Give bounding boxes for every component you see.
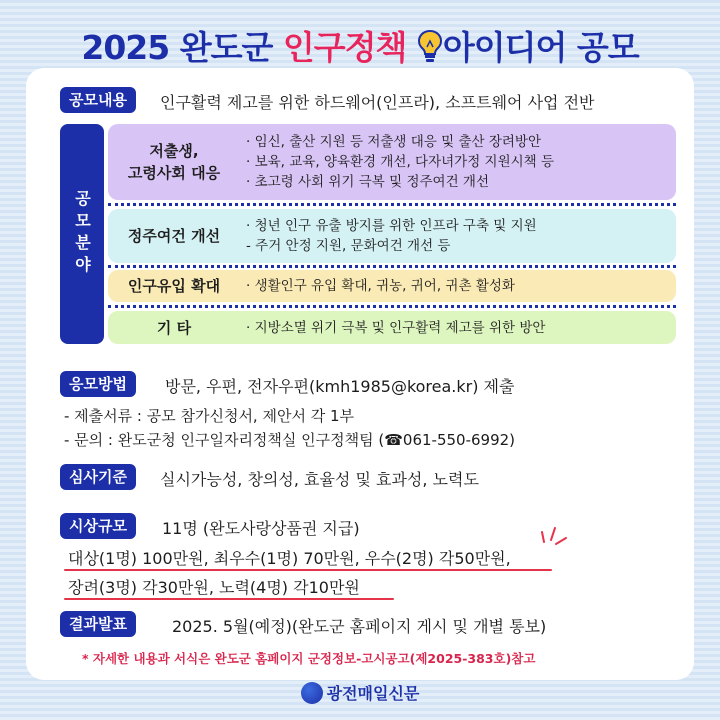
criteria-tag: 심사기준 [60, 464, 136, 490]
field-row-inflow [108, 270, 676, 302]
field-item: · 생활인구 유입 확대, 귀농, 귀어, 귀촌 활성화 [246, 278, 515, 294]
method-tag: 응모방법 [60, 371, 136, 397]
method-text: 방문, 우편, 전자우편(kmh1985@korea.kr) 제출 [165, 377, 515, 396]
divider [108, 203, 676, 206]
method-docs: - 제출서류 : 공모 참가신청서, 제안서 각 1부 [64, 407, 354, 425]
field-item: · 지방소멸 위기 극복 및 인구활력 제고를 위한 방안 [246, 319, 546, 336]
content-tag: 공모내용 [60, 87, 136, 113]
field-row-label: 정주여건 개선 [127, 227, 221, 245]
divider [108, 265, 676, 268]
divider [108, 305, 676, 308]
page-title [0, 22, 720, 69]
field-row-settlement [108, 209, 676, 263]
field-item: · 초고령 사회 위기 극복 및 정주여건 개선 [246, 174, 489, 190]
title-part2: 아이디어 공모 [442, 28, 639, 67]
method-inquiry: - 문의 : 완도군청 인구일자리정책실 인구정책팀 (☎061-550-6992) [64, 431, 516, 449]
award-line1: 대상(1명) 100만원, 최우수(1명) 70만원, 우수(2명) 각50만원, [68, 549, 511, 568]
title-highlight: 인구정책 [282, 28, 407, 67]
award-text: 11명 (완도사랑상품권 지급) [162, 519, 360, 538]
field-item: · 보육, 교육, 양육환경 개선, 다자녀가정 지원시책 등 [246, 154, 555, 170]
award-underline [64, 569, 552, 571]
content-text: 인구활력 제고를 위한 하드웨어(인프라), 소프트웨어 사업 전반 [160, 93, 595, 112]
lightbulb-icon [417, 29, 443, 63]
field-row-label: 기 타 [156, 318, 192, 337]
field-row-lowbirth [108, 124, 676, 200]
field-item: - 주거 안정 지원, 문화여건 개선 등 [246, 238, 451, 254]
footer-logo [301, 681, 420, 704]
footer-logo-text: 광전매일신문 [326, 684, 420, 703]
criteria-text: 실시가능성, 창의성, 효율성 및 효과성, 노력도 [160, 470, 479, 489]
result-text: 2025. 5월(예정)(완도군 홈페이지 게시 및 개별 통보) [172, 617, 547, 636]
field-row-label: 인구유입 확대 [127, 277, 221, 295]
field-item: · 임신, 출산 지원 등 저출생 대응 및 출산 장려방안 [246, 134, 541, 150]
field-tag: 공모분야 [60, 124, 104, 344]
footnote: * 자세한 내용과 서식은 완도군 홈페이지 군정정보-고시공고(제2025-383호)참고 [82, 651, 536, 666]
award-line2: 장려(3명) 각30만원, 노력(4명) 각10만원 [68, 578, 360, 597]
field-row-etc [108, 311, 676, 344]
field-row-label: 저출생, 고령사회 대응 [127, 142, 221, 182]
award-tag: 시상규모 [60, 513, 136, 539]
result-tag: 결과발표 [60, 611, 136, 637]
title-part1: 2025 완도군 [81, 28, 283, 67]
field-item: · 청년 인구 유출 방지를 위한 인프라 구축 및 지원 [246, 218, 537, 234]
award-underline [64, 598, 394, 600]
footer [0, 681, 720, 708]
emphasis-mark-icon [538, 524, 568, 550]
wando-logo-icon [301, 682, 323, 704]
